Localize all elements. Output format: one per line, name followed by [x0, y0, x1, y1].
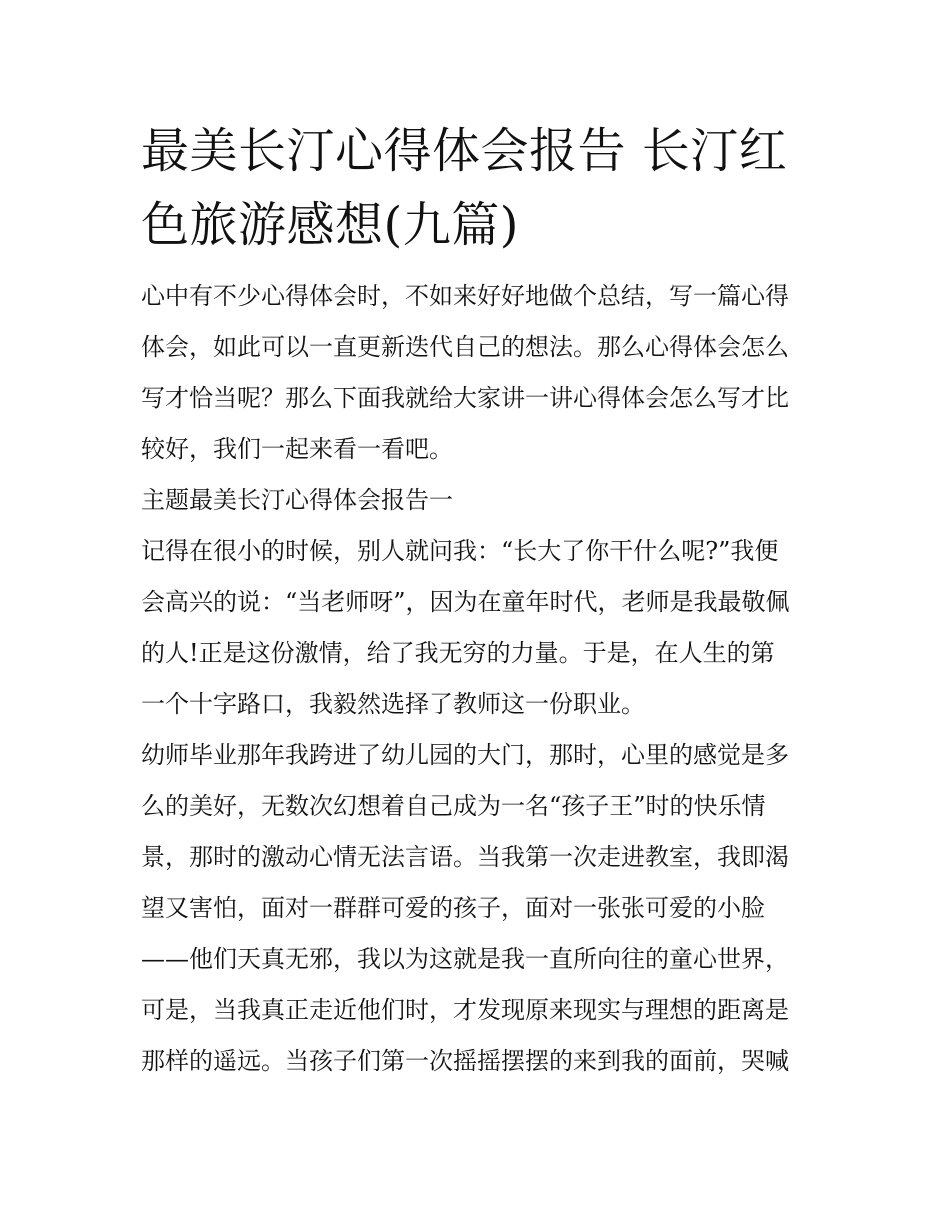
title-line: 色旅游感想(九篇) [141, 197, 519, 253]
body-line: 较好，我们一起来看一看吧。 [141, 435, 453, 463]
body-line: 那样的遥远。当孩子们第一次摇摇摆摆的来到我的面前，哭喊 [141, 1047, 789, 1075]
body-line: 幼师毕业那年我跨进了幼儿园的大门，那时，心里的感觉是多 [141, 741, 789, 769]
body-line: 一个十字路口，我毅然选择了教师这一份职业。 [141, 690, 645, 718]
body-line: 么的美好，无数次幻想着自己成为一名“孩子王”时的快乐情 [141, 792, 766, 820]
document-page [141, 114, 813, 1087]
body-line: 写才恰当呢？那么下面我就给大家讲一讲心得体会怎么写才比 [141, 384, 789, 412]
document-body [141, 271, 813, 1087]
document-title [141, 114, 813, 262]
body-line: 记得在很小的时候，别人就问我：“长大了你干什么呢?”我便 [141, 537, 779, 565]
body-line: 会高兴的说：“当老师呀”，因为在童年时代，老师是我最敬佩 [141, 588, 790, 616]
body-line: 望又害怕，面对一群群可爱的孩子，面对一张张可爱的小脸 [141, 894, 765, 922]
body-line: ——他们天真无邪，我以为这就是我一直所向往的童心世界， [141, 945, 789, 973]
body-line: 可是，当我真正走近他们时，才发现原来现实与理想的距离是 [141, 996, 789, 1024]
body-line: 的人!正是这份激情，给了我无穷的力量。于是，在人生的第 [141, 639, 775, 667]
body-line: 体会，如此可以一直更新迭代自己的想法。那么心得体会怎么 [141, 333, 789, 361]
title-line: 最美长汀心得体会报告 长汀红 [141, 123, 788, 179]
section-heading: 主题最美长汀心得体会报告一 [141, 486, 453, 514]
body-line: 景，那时的激动心情无法言语。当我第一次走进教室，我即渴 [141, 843, 789, 871]
body-line: 心中有不少心得体会时，不如来好好地做个总结，写一篇心得 [141, 282, 789, 310]
